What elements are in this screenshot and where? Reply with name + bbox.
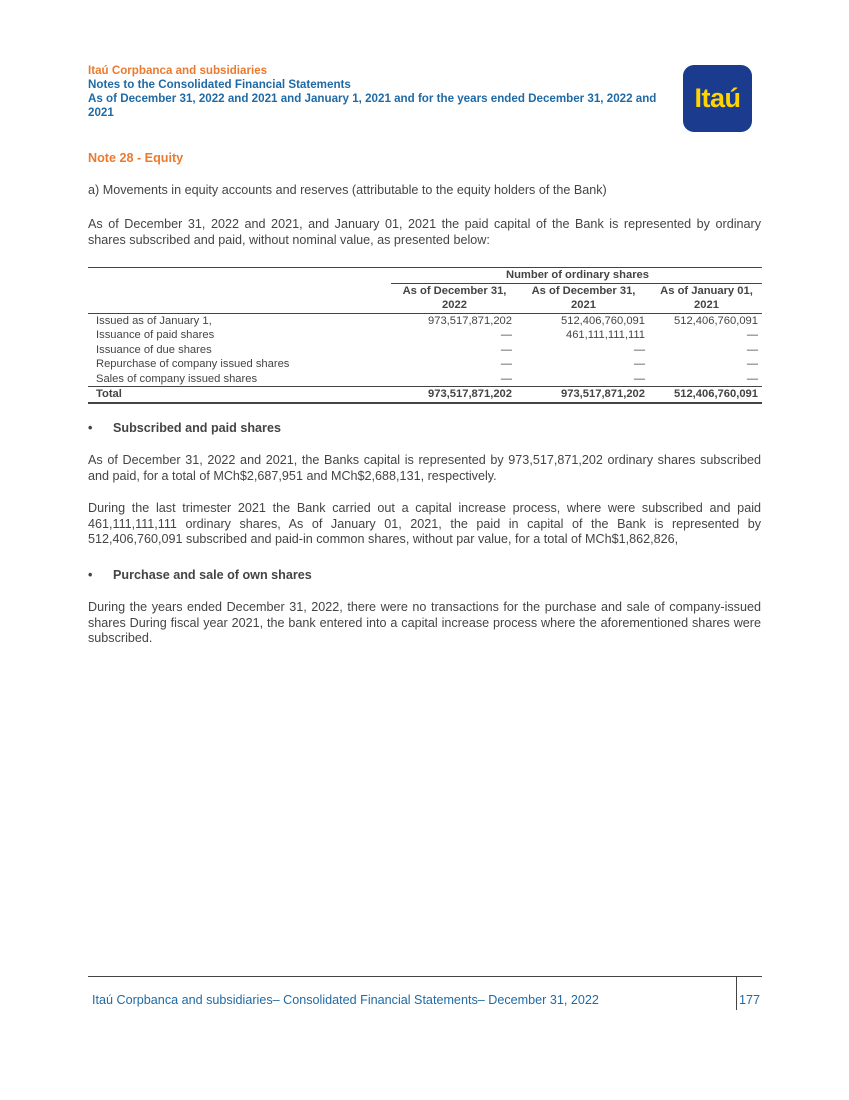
header-period: As of December 31, 2022 and 2021 and January 1, 2021 and for the years ended December 31, 2022 and 2021 <box>88 92 657 119</box>
table-row <box>88 357 762 372</box>
cell-value: — <box>633 372 645 385</box>
section-a-heading: a) Movements in equity accounts and reserves (attributable to the equity holders of the Bank) <box>88 183 607 197</box>
column-header: As of December 31, 2022 <box>391 283 516 313</box>
header-subtitle: Notes to the Consolidated Financial Statements <box>88 78 351 91</box>
own-shares-paragraph: During the years ended December 31, 2022, there were no transactions for the purchase and sale of company-issued shares During fiscal year 2021, the bank entered into a capital increase process where the aforementioned shares were subscribed. <box>88 600 761 645</box>
cell-value: — <box>746 372 758 385</box>
total-value: 973,517,871,202 <box>516 387 649 403</box>
bullet-marker: • <box>88 421 93 435</box>
bullet-subscribed-shares <box>88 421 281 435</box>
row-label: Sales of company issued shares <box>96 372 258 385</box>
cell-value: 512,406,760,091 <box>674 314 758 327</box>
cell-value: — <box>500 358 512 370</box>
table-total-row <box>88 387 762 403</box>
table-row <box>88 343 762 358</box>
bullet-marker: • <box>88 568 93 582</box>
footer-text: Itaú Corpbanca and subsidiaries– Consolidated Financial Statements– December 31, 2022 <box>92 993 599 1007</box>
row-label: Issuance of paid shares <box>96 329 215 341</box>
group-header: Number of ordinary shares <box>391 268 762 284</box>
footer-divider <box>88 976 762 977</box>
cell-value: — <box>633 343 645 356</box>
table-column-header-row <box>88 283 762 313</box>
bullet-title: Subscribed and paid shares <box>113 421 281 435</box>
cell-value: 461,111,111,111 <box>565 329 645 341</box>
cell-value: — <box>746 329 758 341</box>
cell-value: 973,517,871,202 <box>428 314 512 327</box>
cell-value: — <box>746 358 758 370</box>
bullet-title: Purchase and sale of own shares <box>113 568 312 582</box>
logo-text: Itaú <box>694 83 741 113</box>
total-label: Total <box>88 387 391 403</box>
row-label: Issued as of January 1, <box>96 314 212 327</box>
subscribed-shares-paragraph-1: As of December 31, 2022 and 2021, the Banks capital is represented by 973,517,871,202 ordinary shares subscribed and paid, for a total of MCh$2,687,951 and MCh$2,688,131, respectively. <box>88 453 761 483</box>
column-header: As of January 01, 2021 <box>649 283 762 313</box>
row-label: Issuance of due shares <box>96 343 212 356</box>
page-number: 177 <box>739 993 761 1007</box>
document-header <box>88 64 678 120</box>
cell-value: — <box>500 372 512 385</box>
column-header: As of December 31, 2021 <box>516 283 649 313</box>
cell-value: — <box>500 329 512 341</box>
itau-logo <box>683 65 752 132</box>
company-name: Itaú Corpbanca and subsidiaries <box>88 64 268 77</box>
row-label: Repurchase of company issued shares <box>96 358 290 370</box>
table-row <box>88 313 762 328</box>
cell-value: 512,406,760,091 <box>561 314 645 327</box>
intro-paragraph: As of December 31, 2022 and 2021, and January 01, 2021 the paid capital of the Bank is represented by ordinary shares subscribed and paid, without nominal value, as presented below: <box>88 217 761 247</box>
table-group-header-row <box>88 268 762 284</box>
footer-page-divider <box>736 976 737 1010</box>
cell-value: — <box>746 343 758 356</box>
bullet-own-shares <box>88 568 312 582</box>
subscribed-shares-paragraph-2: During the last trimester 2021 the Bank carried out a capital increase process, where were subscribed and paid 461,111,111,111 ordinary shares, As of January 01, 2021, the paid in capital of the Bank is represented by 512,406,760,091 subscribed and paid-in common shares, without par value, for a total of MCh$1,862,826, <box>88 501 761 546</box>
cell-value: — <box>500 343 512 356</box>
table-row <box>88 372 762 387</box>
table-row <box>88 328 762 343</box>
shares-table <box>88 267 762 404</box>
cell-value: — <box>633 358 645 370</box>
total-value: 973,517,871,202 <box>391 387 516 403</box>
total-value: 512,406,760,091 <box>649 387 762 403</box>
note-title: Note 28 - Equity <box>88 151 184 165</box>
